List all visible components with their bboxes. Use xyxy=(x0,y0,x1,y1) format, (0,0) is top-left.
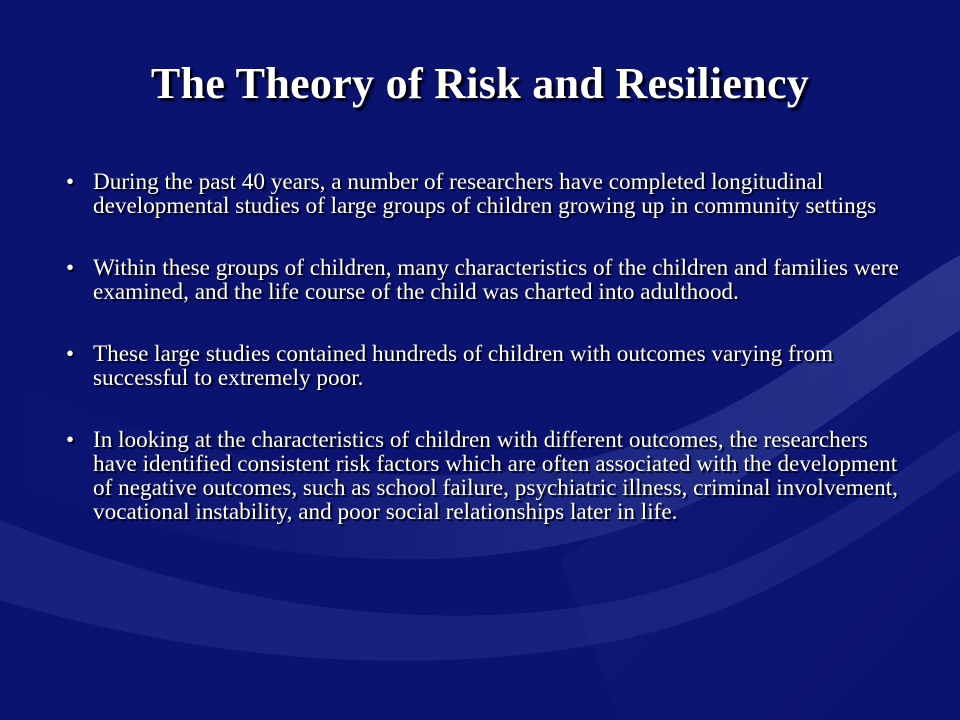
bullet-text: During the past 40 years, a number of researchers have completed longitudinal developmental studies of large groups of children growing up in community settings xyxy=(93,169,877,219)
bullet-list xyxy=(66,170,916,562)
bullet-text: In looking at the characteristics of children with different outcomes, the researchers have identified consistent risk factors which are often associated with the development of negative outcomes, such as school failure, psychiatric illness, criminal involvement, vocational instability, and poor social relationships later in life. xyxy=(93,427,898,525)
bullet-dot-icon: • xyxy=(66,341,75,366)
bullet-dot-icon: • xyxy=(66,169,75,194)
bullet-text: Within these groups of children, many characteristics of the children and families were examined, and the life course of the child was charted into adulthood. xyxy=(93,255,899,305)
bullet-item xyxy=(66,170,916,218)
bullet-dot-icon: • xyxy=(66,427,75,452)
bullet-item xyxy=(66,256,916,304)
bullet-item xyxy=(66,342,916,390)
bullet-text: These large studies contained hundreds of children with outcomes varying from successful to extremely poor. xyxy=(93,341,834,391)
slide-title: The Theory of Risk and Resiliency xyxy=(150,59,810,108)
bullet-item xyxy=(66,428,916,524)
bullet-dot-icon: • xyxy=(66,255,75,280)
